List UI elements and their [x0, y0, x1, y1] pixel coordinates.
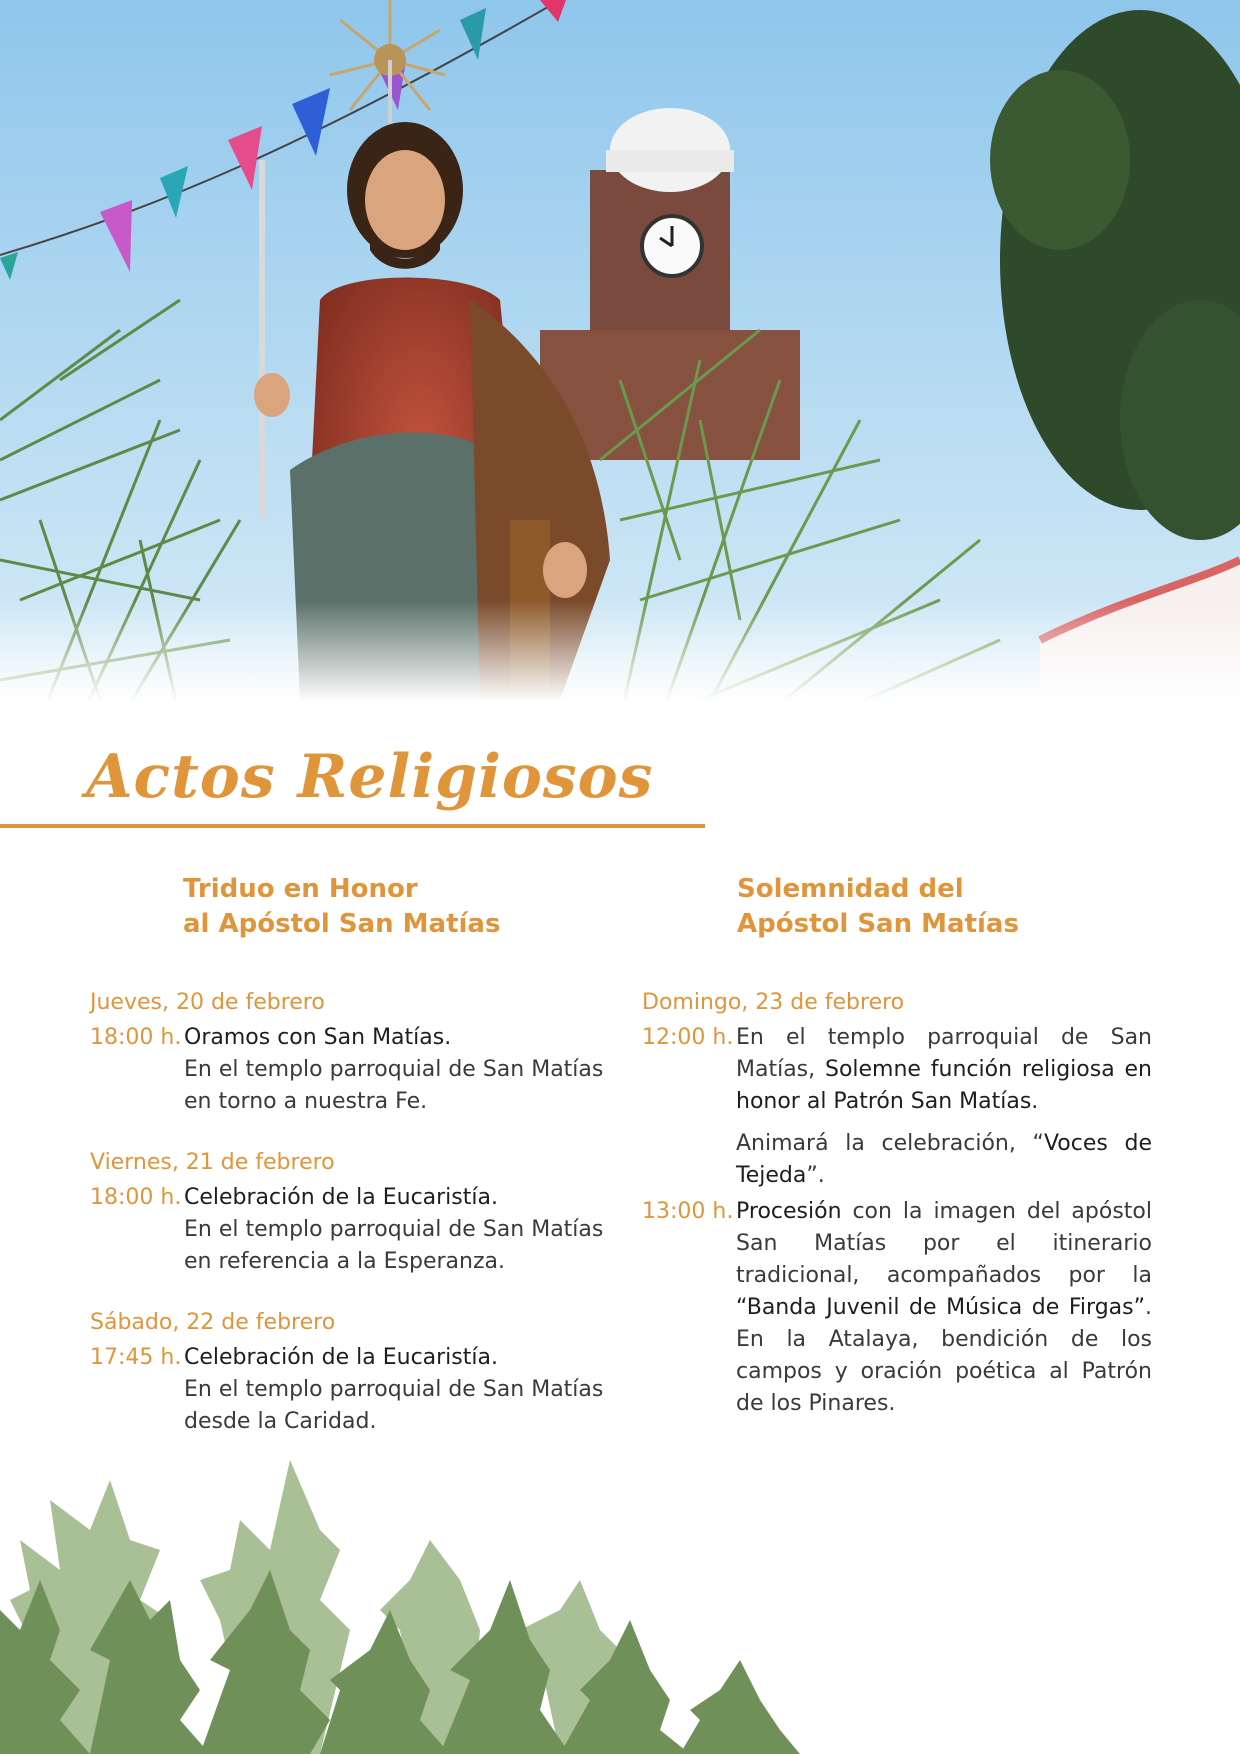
hero-fade: [0, 600, 1240, 720]
event: [642, 1196, 1152, 1420]
event-body: [184, 1342, 610, 1438]
heading-line: Apóstol San Matías: [737, 909, 1019, 939]
event-text: desde la Caridad.: [184, 1409, 377, 1434]
event-highlight: “Banda Juvenil de Música de Firgas”: [736, 1295, 1145, 1320]
event-title: Celebración de la Eucaristía.: [184, 1345, 498, 1370]
column-heading: [183, 872, 610, 942]
pine-forest-illustration: [0, 1460, 820, 1754]
heading-line: al Apóstol San Matías: [183, 909, 501, 939]
event-title: Oramos con San Matías.: [184, 1025, 452, 1050]
hero-photo: [0, 0, 1240, 720]
day-label: Sábado, 22 de febrero: [90, 1310, 336, 1335]
day-label: Domingo, 23 de febrero: [642, 990, 905, 1015]
section-title: Actos Religiosos: [86, 742, 654, 812]
note-text: ”.: [806, 1163, 825, 1188]
event-title: Celebración de la Eucaristía.: [184, 1185, 498, 1210]
day-label: Jueves, 20 de febrero: [90, 990, 325, 1015]
day-label: Viernes, 21 de febrero: [90, 1150, 335, 1175]
day-entry: [90, 1308, 610, 1438]
event: [90, 1022, 610, 1118]
event: [642, 1022, 1152, 1118]
event: [90, 1342, 610, 1438]
event-highlight: Procesión: [736, 1199, 842, 1224]
triduo-column: [90, 872, 610, 1438]
event-time: 12:00 h.: [642, 1025, 734, 1050]
event-body: [736, 1022, 1152, 1118]
event-text: en referencia a la Esperanza.: [184, 1249, 505, 1274]
day-list: [90, 988, 610, 1438]
event-time: 18:00 h.: [90, 1185, 182, 1210]
event-time: 13:00 h.: [642, 1199, 734, 1224]
event-text: en torno a nuestra Fe.: [184, 1089, 428, 1114]
event: [90, 1182, 610, 1278]
event-highlight: Solemne función religiosa en honor al Patrón San Matías.: [736, 1057, 1152, 1114]
day-entry: [642, 988, 1152, 1420]
day-entry: [90, 1148, 610, 1278]
event-body: [184, 1022, 610, 1118]
heading-line: Solemnidad del: [737, 874, 964, 904]
event-text: En el templo parroquial de San Matías,: [736, 1025, 1152, 1082]
column-heading: [737, 872, 1152, 942]
event-body: [184, 1182, 610, 1278]
title-underline: [0, 824, 705, 828]
day-list: [642, 988, 1152, 1420]
event-text: . En la Atalaya, bendición de los campos y oración poética al Patrón de los Pinares.: [736, 1295, 1152, 1416]
day-entry: [90, 988, 610, 1118]
event-text: En el templo parroquial de San Matías: [184, 1377, 604, 1402]
solemnidad-column: [642, 872, 1152, 1420]
event-body: [736, 1196, 1152, 1420]
event-text: En el templo parroquial de San Matías: [184, 1217, 604, 1242]
dome-base: [606, 150, 734, 172]
event-note: [736, 1128, 1152, 1192]
event-text: En el templo parroquial de San Matías: [184, 1057, 604, 1082]
note-highlight: Voces de Tejeda: [736, 1131, 1153, 1188]
event-text: con la imagen del apóstol San Matías por el itinerario tradicional, acompañados por la: [736, 1199, 1152, 1288]
note-text: Animará la celebración, “: [736, 1131, 1044, 1156]
event-time: 18:00 h.: [90, 1025, 182, 1050]
heading-line: Triduo en Honor: [183, 874, 418, 904]
event-time: 17:45 h.: [90, 1345, 182, 1370]
